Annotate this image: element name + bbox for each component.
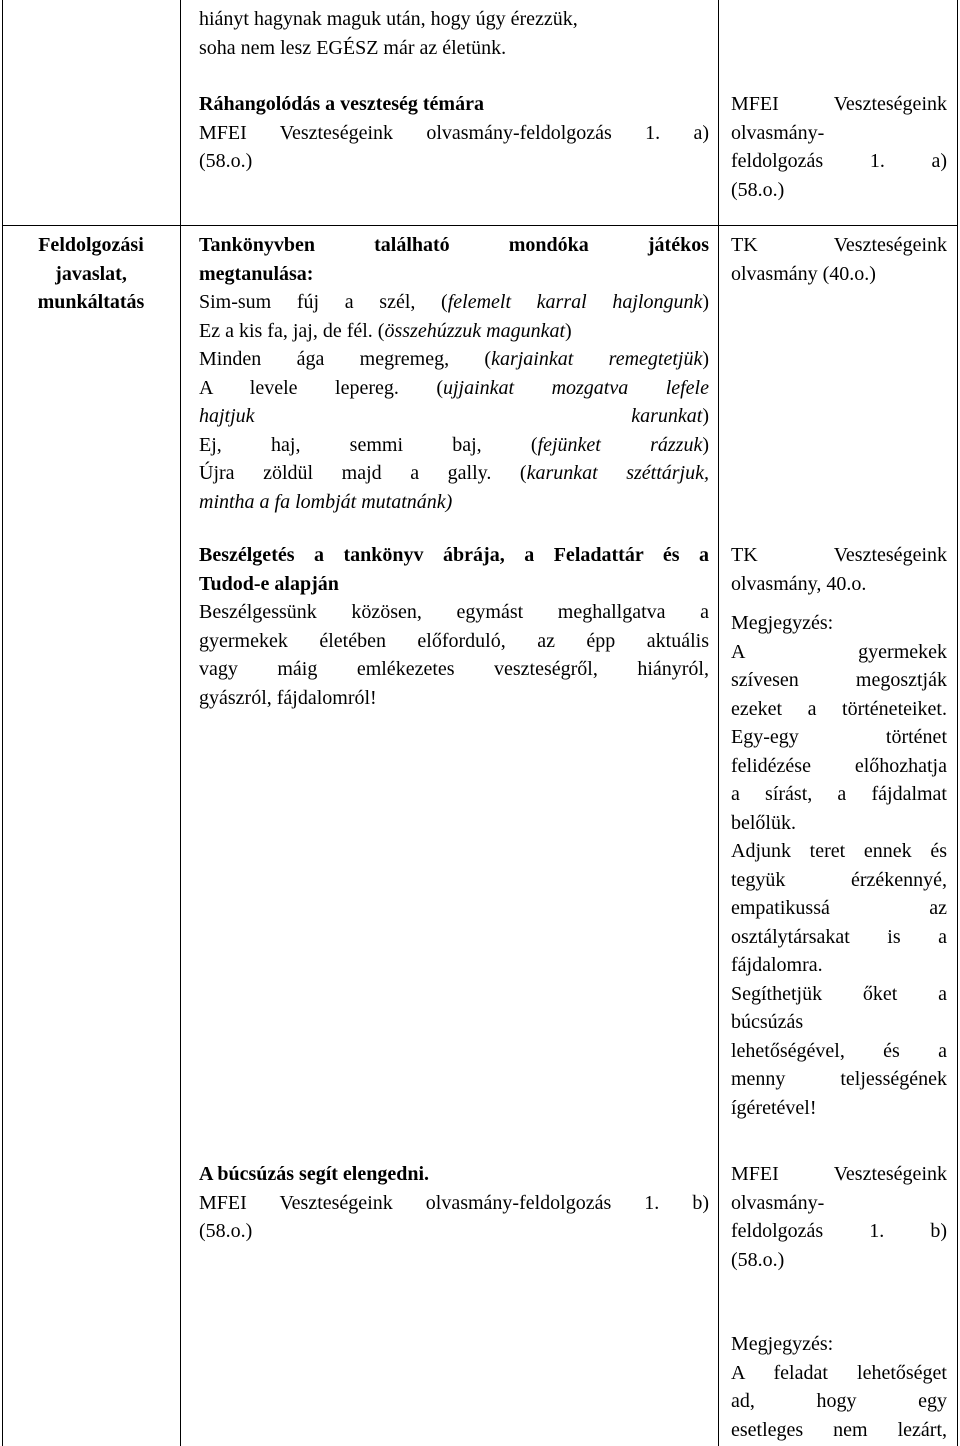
rhyme-line: hajtjuk karunkat) <box>199 405 709 427</box>
note-line: tegyük érzékennyé, <box>731 868 947 891</box>
table-border-col1 <box>180 0 181 1446</box>
reference-line: olvasmány, 40.o. <box>731 572 867 595</box>
section-heading: A búcsúzás segít elengedni. <box>199 1163 430 1185</box>
reference-line: (58.o.) <box>731 1248 785 1271</box>
final-note <box>731 1330 947 1444</box>
note-line: A gyermekek <box>731 640 947 663</box>
rhyme-line: A levele lepereg. (ujjainkat mozgatva lefele <box>199 376 709 399</box>
farewell-section <box>199 1160 709 1246</box>
note-line: esetleges nem lezárt, <box>731 1418 947 1441</box>
rhyme-reference: TK Veszteségeink olvasmány (40.o.) <box>731 234 947 285</box>
table-border-col2 <box>718 0 719 1446</box>
table-border-left <box>2 0 3 1446</box>
rhyme-section <box>199 231 709 516</box>
reference-page: (58.o.) <box>199 150 253 172</box>
note-line: ígéretével! <box>731 1096 817 1119</box>
section-heading: Tudod-e alapján <box>199 572 339 595</box>
note-label: Megjegyzés: <box>731 1333 834 1355</box>
reference-page: (58.o.) <box>199 1220 253 1242</box>
reference-line: TK Veszteségeink <box>731 544 947 566</box>
note-line: Adjunk teret ennek és <box>731 840 947 862</box>
section-heading: Ráhangolódás a veszteség témára <box>199 93 484 115</box>
note-line: A feladat lehetőséget <box>731 1361 947 1384</box>
rhyme-line: Újra zöldül majd a gally. (karunkat széttárjuk, <box>199 462 709 484</box>
farewell-reference <box>731 1160 947 1274</box>
note-line: a sírást, a fájdalmat <box>731 783 947 805</box>
reference-line: MFEI Veszteségeink <box>731 1163 947 1185</box>
note-line: osztálytársakat is a <box>731 925 947 948</box>
note-line: lehetőségével, és a <box>731 1039 947 1062</box>
top-row-right-cell <box>731 90 947 204</box>
note-line: búcsúzás <box>731 1011 804 1033</box>
reference-line: feldolgozás 1. a) <box>731 150 947 172</box>
body-line: vagy máig emlékezetes veszteségről, hiányról, <box>199 658 709 680</box>
attunement-section <box>199 90 709 176</box>
rhyme-line: Sim-sum fúj a szél, (felemelt karral hajlongunk) <box>199 291 709 313</box>
note-line: felidézése előhozhatja <box>731 754 947 777</box>
section-heading: megtanulása: <box>199 262 314 285</box>
note-line: fájdalomra. <box>731 954 823 976</box>
reference-line: MFEI Veszteségeink olvasmány-feldolgozás 1. b) <box>199 1191 709 1214</box>
note-line: ezeket a történeteiket. <box>731 697 947 720</box>
note-line: ad, hogy egy <box>731 1390 947 1412</box>
rhyme-line: Ez a kis fa, jaj, de fél. (összehúzzuk magunkat) <box>199 319 572 342</box>
reference-line: MFEI Veszteségeink <box>731 93 947 115</box>
table-border-right <box>957 0 958 1446</box>
discussion-section <box>199 541 709 712</box>
text-line: hiányt hagynak maguk után, hogy úgy érezzük, <box>199 8 578 30</box>
rhyme-line: Minden ága megremeg, (karjainkat remegtetjük) <box>199 348 709 370</box>
note-line: Egy-egy történet <box>731 726 947 748</box>
section-heading: Tankönyvben található mondóka játékos <box>199 234 709 256</box>
top-row-mid-cell <box>199 5 709 62</box>
note-line: empatikussá az <box>731 897 947 919</box>
note-line: belőlük. <box>731 811 796 834</box>
discussion-notes <box>731 541 947 1122</box>
reference-line: feldolgozás 1. b) <box>731 1220 947 1242</box>
note-line: menny teljességének <box>731 1068 947 1090</box>
table-row-divider <box>2 225 958 226</box>
reference-line: olvasmány- <box>731 1191 825 1214</box>
text-line: soha nem lesz EGÉSZ már az életünk. <box>199 36 507 59</box>
body-line: gyászról, fájdalomról! <box>199 686 377 709</box>
reference-line: olvasmány- <box>731 121 825 144</box>
body-line: Beszélgessünk közösen, egymást meghallgatva a <box>199 601 709 623</box>
note-line: szívesen megosztják <box>731 669 947 691</box>
rhyme-line: mintha a fa lombját mutatnánk) <box>199 490 453 513</box>
reference-line: (58.o.) <box>731 178 785 201</box>
note-line: Segíthetjük őket a <box>731 982 947 1005</box>
row-label: Feldolgozási javaslat, munkáltatás <box>37 234 145 313</box>
rhyme-line: Ej, haj, semmi baj, (fejünket rázzuk) <box>199 433 709 456</box>
reference-line: MFEI Veszteségeink olvasmány-feldolgozás 1. a) <box>199 121 709 144</box>
note-label: Megjegyzés: <box>731 612 834 634</box>
body-line: gyermekek életében előforduló, az épp aktuális <box>199 629 709 652</box>
section-heading: Beszélgetés a tankönyv ábrája, a Feladattár és a <box>199 544 709 566</box>
